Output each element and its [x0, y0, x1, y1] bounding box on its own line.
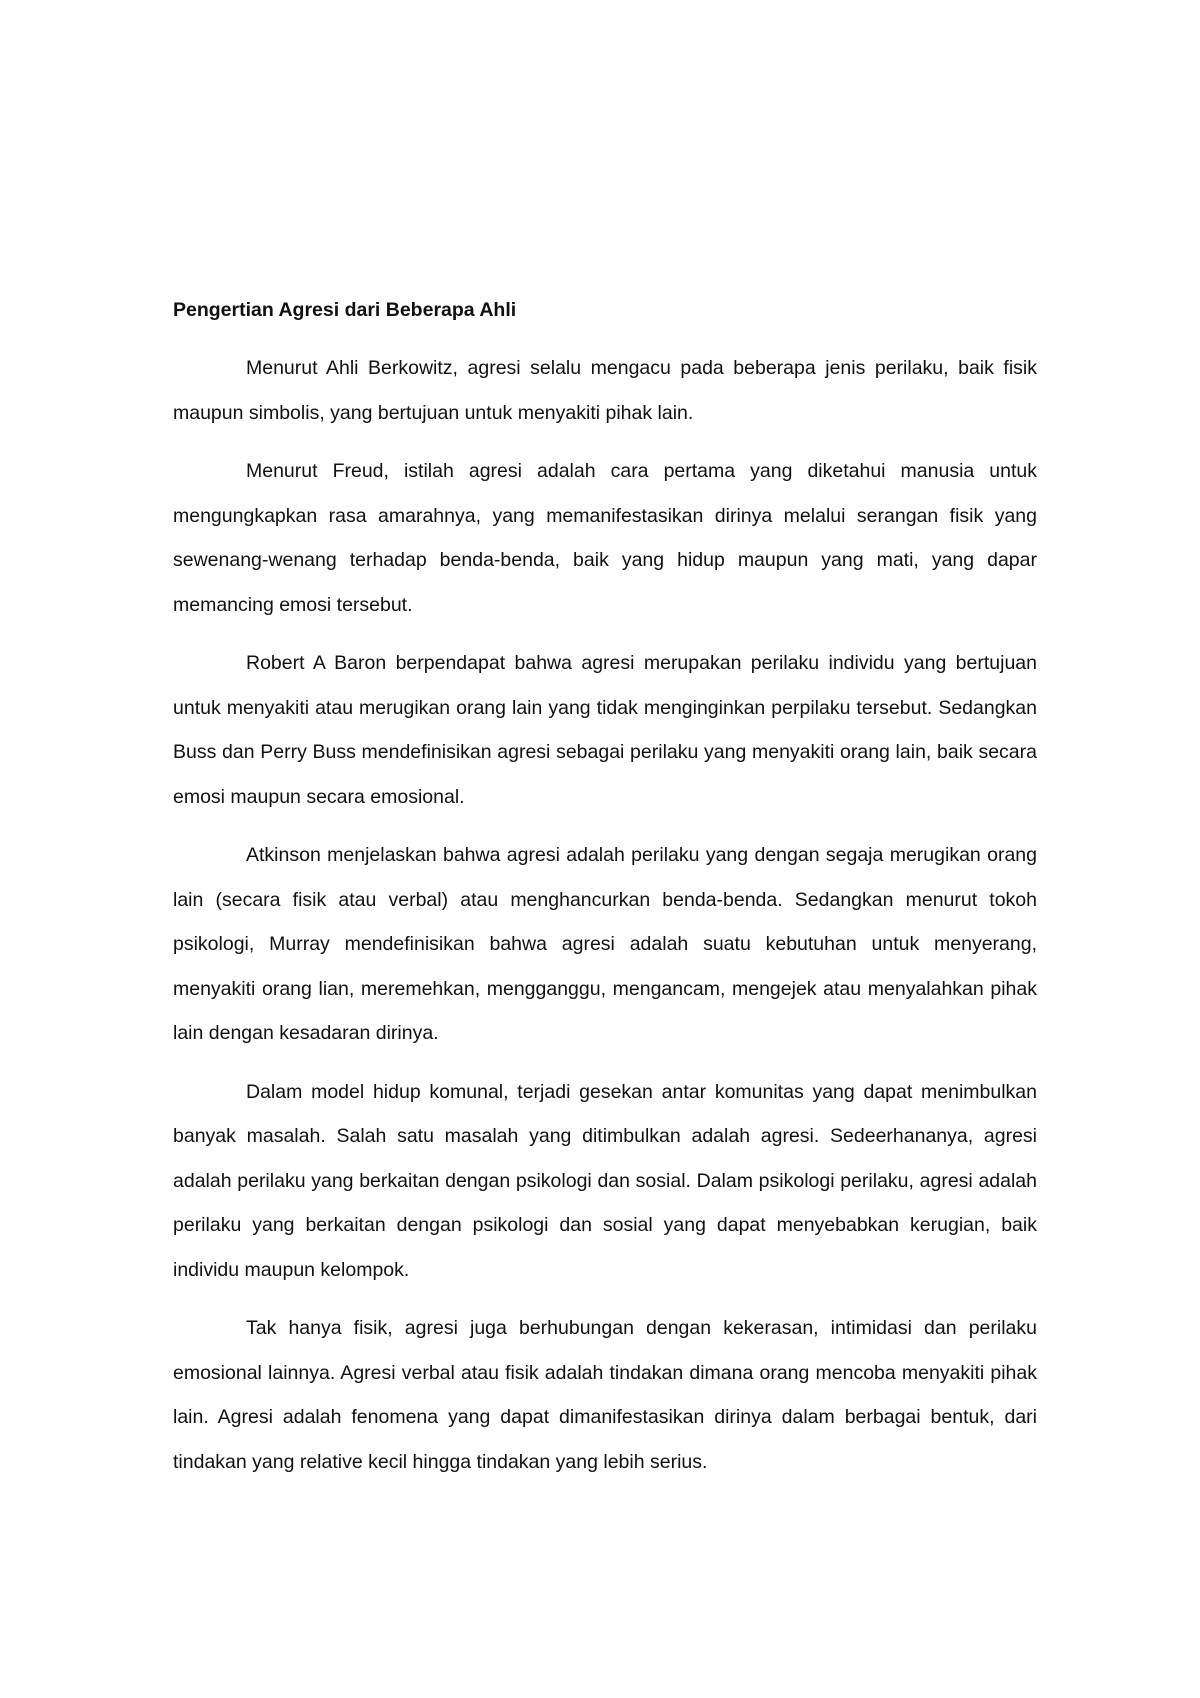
paragraph-komunal: Dalam model hidup komunal, terjadi gesekan antar komunitas yang dapat menimbulkan banyak masalah. Salah satu masalah yang ditimbulkan adalah agresi. Sedeerhananya, agresi adalah perilaku yang berkaitan dengan psikologi dan sosial. Dalam psikologi perilaku, agresi adalah perilaku yang berkaitan dengan psikologi dan sosial yang dapat menyebabkan kerugian, baik individu maupun kelompok.: [173, 1080, 1037, 1281]
document-title: Pengertian Agresi dari Beberapa Ahli: [173, 299, 517, 321]
paragraph-fisik-verbal: Tak hanya fisik, agresi juga berhubungan dengan kekerasan, intimidasi dan perilaku emosional lainnya. Agresi verbal atau fisik adalah tindakan dimana orang mencoba menyakiti pihak lain. Agresi adalah fenomena yang dapat dimanifestasikan dirinya dalam berbagai bentuk, dari tindakan yang relative kecil hingga tindakan yang lebih serius.: [173, 1317, 1037, 1473]
paragraph-baron-buss: Robert A Baron berpendapat bahwa agresi merupakan perilaku individu yang bertujuan untuk menyakiti atau merugikan orang lain yang tidak menginginkan perpilaku tersebut. Sedangkan Buss dan Perry Buss mendefinisikan agresi sebagai perilaku yang menyakiti orang lain, baik secara emosi maupun secara emosional.: [173, 652, 1037, 808]
paragraph-atkinson-murray: Atkinson menjelaskan bahwa agresi adalah perilaku yang dengan segaja merugikan orang lain (secara fisik atau verbal) atau menghancurkan benda-benda. Sedangkan menurut tokoh psikologi, Murray mendefinisikan bahwa agresi adalah suatu kebutuhan untuk menyerang, menyakiti orang lian, meremehkan, mengganggu, mengancam, mengejek atau menyalahkan pihak lain dengan kesadaran dirinya.: [173, 844, 1037, 1044]
paragraph-freud: Menurut Freud, istilah agresi adalah cara pertama yang diketahui manusia untuk mengungkapkan rasa amarahnya, yang memanifestasikan dirinya melalui serangan fisik yang sewenang-wenang terhadap benda-benda, baik yang hidup maupun yang mati, yang dapar memancing emosi tersebut.: [173, 460, 1037, 616]
document-body: [173, 288, 1037, 1498]
paragraph-berkowitz: Menurut Ahli Berkowitz, agresi selalu mengacu pada beberapa jenis perilaku, baik fisik maupun simbolis, yang bertujuan untuk menyakiti pihak lain.: [173, 357, 1037, 424]
